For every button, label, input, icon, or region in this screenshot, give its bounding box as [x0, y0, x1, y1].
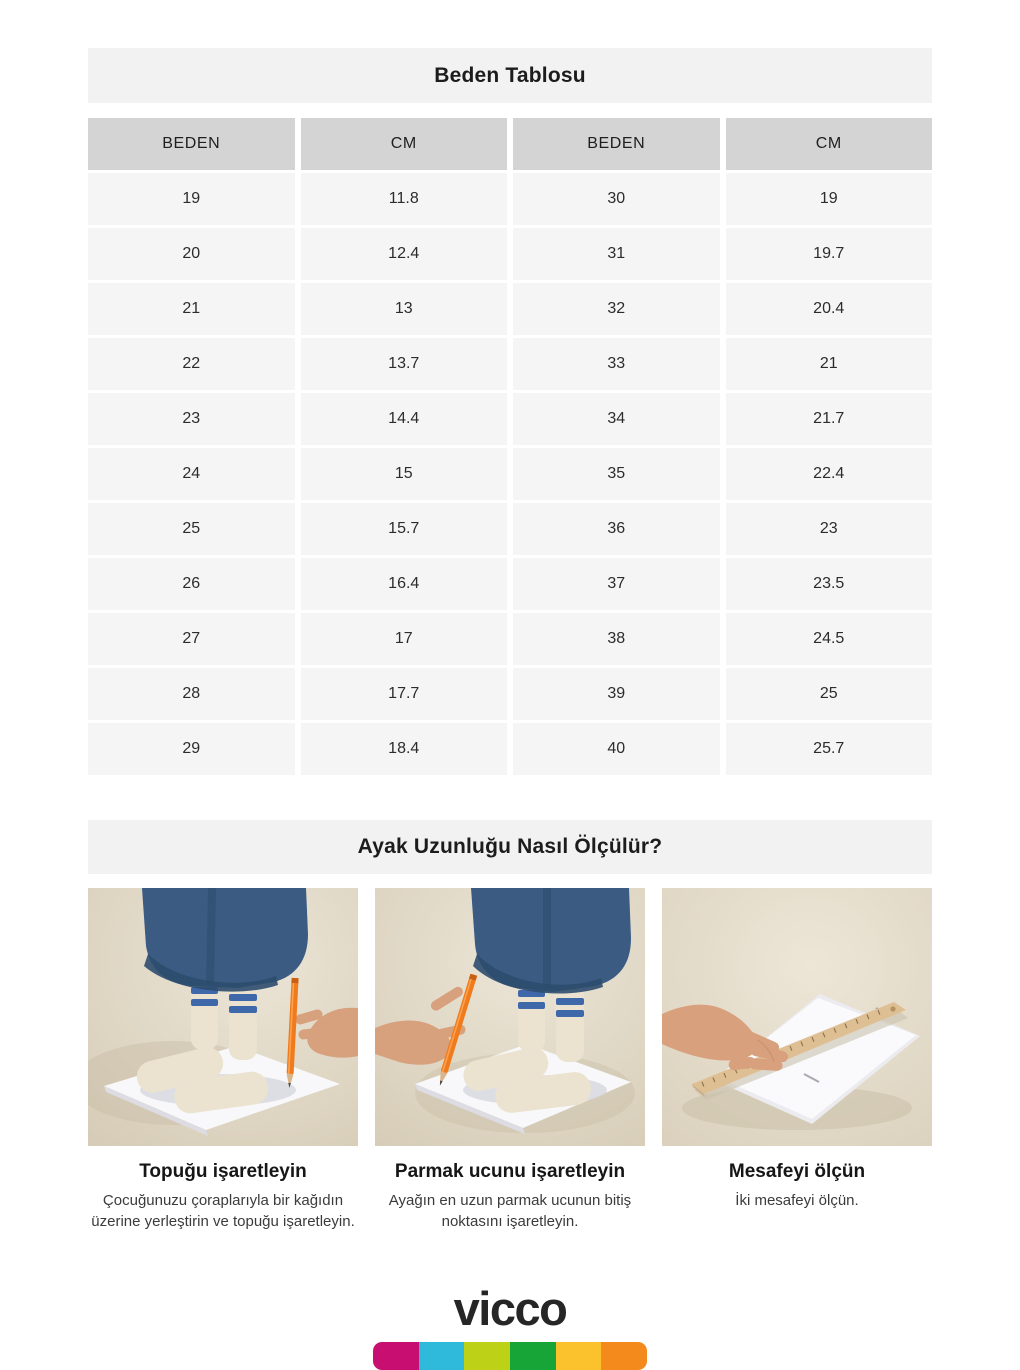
size-value-cell: 13.7: [301, 338, 508, 390]
size-value-cell: 17.7: [301, 668, 508, 720]
toe-marking-illustration: [375, 888, 645, 1146]
size-value-cell: 24: [88, 448, 295, 500]
size-value-cell: 18.4: [301, 723, 508, 775]
size-value-cell: 16.4: [301, 558, 508, 610]
size-value-cell: 26: [88, 558, 295, 610]
size-value-cell: 19: [726, 173, 933, 225]
size-value-cell: 14.4: [301, 393, 508, 445]
size-value-cell: 21: [88, 283, 295, 335]
size-value-cell: 13: [301, 283, 508, 335]
size-value-cell: 20: [88, 228, 295, 280]
measure-steps: [88, 888, 932, 1232]
size-table: [88, 118, 932, 775]
size-value-cell: 25: [726, 668, 933, 720]
size-value-cell: 12.4: [301, 228, 508, 280]
size-value-cell: 40: [513, 723, 720, 775]
size-value-cell: 27: [88, 613, 295, 665]
rainbow-bar-segment: [601, 1342, 647, 1370]
size-value-cell: 23: [726, 503, 933, 555]
size-value-cell: 20.4: [726, 283, 933, 335]
column-header-beden-right: BEDEN: [513, 118, 720, 170]
step-mark-toe: [375, 888, 645, 1232]
column-header-cm-right: CM: [726, 118, 933, 170]
footer: [0, 1281, 1020, 1336]
size-value-cell: 22: [88, 338, 295, 390]
step-description-measure-distance: İki mesafeyi ölçün.: [735, 1192, 859, 1209]
size-value-cell: 39: [513, 668, 720, 720]
size-value-cell: 25: [88, 503, 295, 555]
heel-marking-illustration: [88, 888, 358, 1146]
size-value-cell: 33: [513, 338, 720, 390]
size-value-cell: 23: [88, 393, 295, 445]
ruler-measuring-illustration: [662, 888, 932, 1146]
size-value-cell: 25.7: [726, 723, 933, 775]
step-description-mark-toe: Ayağın en uzun parmak ucunun bitiş noktasını işaretleyin.: [388, 1192, 632, 1230]
size-value-cell: 15: [301, 448, 508, 500]
size-table-title: Beden Tablosu: [434, 63, 586, 87]
step-title-mark-heel: Topuğu işaretleyin: [139, 1161, 307, 1182]
size-value-cell: 17: [301, 613, 508, 665]
step-title-mark-toe: Parmak ucunu işaretleyin: [394, 1161, 626, 1182]
size-value-cell: 38: [513, 613, 720, 665]
size-value-cell: 35: [513, 448, 720, 500]
size-value-cell: 36: [513, 503, 720, 555]
size-value-cell: 15.7: [301, 503, 508, 555]
step-title-measure-distance: Mesafeyi ölçün: [728, 1161, 866, 1182]
size-value-cell: 19.7: [726, 228, 933, 280]
size-table-header-bar: [88, 48, 932, 103]
rainbow-bar-segment: [464, 1342, 510, 1370]
child-feet-on-paper-heel-marking-photo: [88, 888, 358, 1146]
rainbow-bar-segment: [373, 1342, 419, 1370]
step-measure-distance: [662, 888, 932, 1232]
measure-section-header-bar: [88, 820, 932, 874]
size-value-cell: 31: [513, 228, 720, 280]
column-header-cm-left: CM: [301, 118, 508, 170]
vicco-rainbow-bar: [373, 1342, 647, 1370]
column-header-beden-left: BEDEN: [88, 118, 295, 170]
child-feet-on-paper-toe-marking-photo: [375, 888, 645, 1146]
size-value-cell: 28: [88, 668, 295, 720]
size-value-cell: 32: [513, 283, 720, 335]
size-value-cell: 22.4: [726, 448, 933, 500]
step-mark-heel: [88, 888, 358, 1232]
rainbow-bar-segment: [510, 1342, 556, 1370]
size-value-cell: 19: [88, 173, 295, 225]
size-value-cell: 21.7: [726, 393, 933, 445]
vicco-logo: vicco: [453, 1282, 567, 1335]
rainbow-bar-segment: [419, 1342, 465, 1370]
size-value-cell: 24.5: [726, 613, 933, 665]
size-value-cell: 11.8: [301, 173, 508, 225]
measure-section-title: Ayak Uzunluğu Nasıl Ölçülür?: [357, 835, 663, 858]
size-value-cell: 34: [513, 393, 720, 445]
size-value-cell: 37: [513, 558, 720, 610]
size-value-cell: 29: [88, 723, 295, 775]
size-value-cell: 30: [513, 173, 720, 225]
hand-with-ruler-measuring-paper-photo: [662, 888, 932, 1146]
rainbow-bar-segment: [556, 1342, 602, 1370]
size-value-cell: 21: [726, 338, 933, 390]
step-description-mark-heel: Çocuğunuzu çoraplarıyla bir kağıdın üzerine yerleştirin ve topuğu işaretleyin.: [91, 1192, 355, 1230]
size-value-cell: 23.5: [726, 558, 933, 610]
